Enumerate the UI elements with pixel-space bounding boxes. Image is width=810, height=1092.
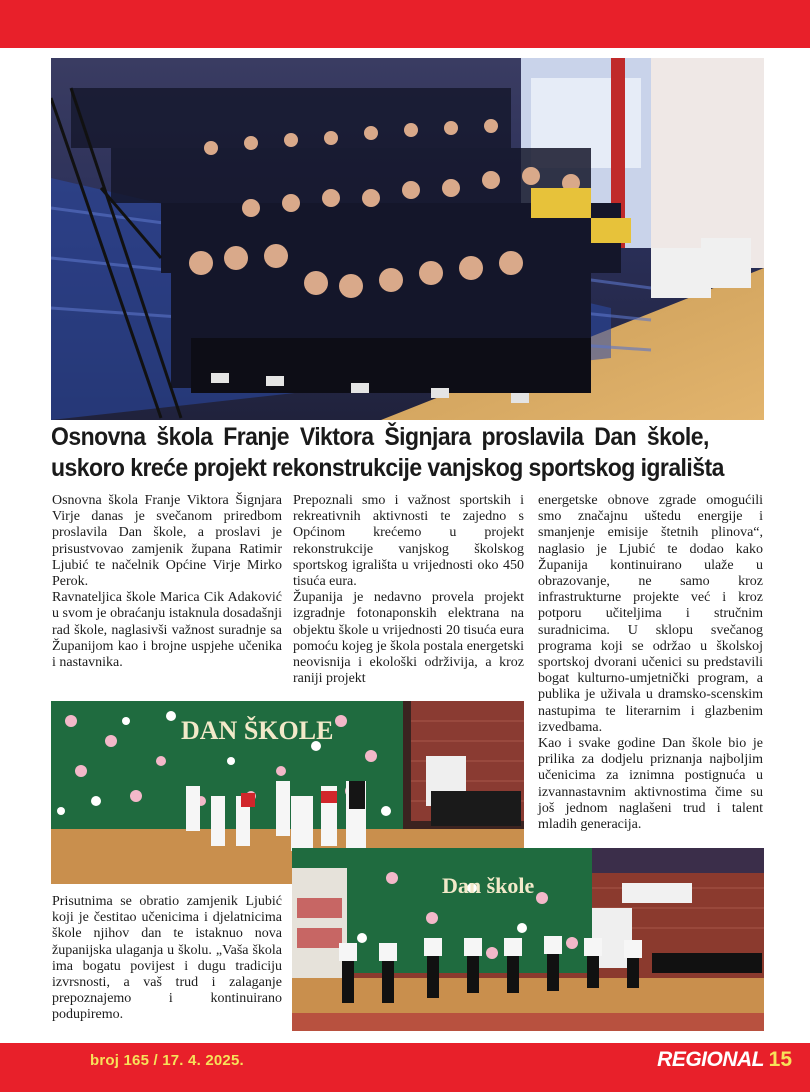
column-1-bottom-text [52, 894, 282, 1024]
photo-audience-bleachers [51, 58, 764, 420]
regional-logo: REGIONAL [657, 1048, 764, 1071]
col3-paragraph-2: Kao i svake godine Dan škole bio je prilika za dodjelu priznanja najboljim učenicima za iznimna postignuća u izvannastavnim aktivnostima čime su još jednom naglašeni trud i talent mladih generacija. [538, 736, 763, 833]
headline-line-1: Osnovna škola Franje Viktora Šignjara proslavila Dan škole, [51, 423, 709, 451]
banner-dan-skole: DAN ŠKOLE [181, 716, 334, 745]
col2-paragraph-2: Županija je nedavno provela projekt izgradnje fotonaponskih elektrana na objektu škole u vrijednosti 20 tisuća eura pomoću kojeg je škola postala energetski neovisnija i ekološki održiviја, a kroz raniji projekt [293, 590, 524, 687]
col3-paragraph-1: energetske obnove zgrade omogućili smo značajnu uštedu energije i smanjenje emisije štetnih plinova“, naglasio je Ljubić te dodao kako Županija kontinuirano ulaže u obrazovanje, ne samo kroz infrastrukturne projekte već i kroz potporu učiteljima i stručnim suradnicima. U sklopu svečanog programa koji se održao u školskoj sportskoj dvorani učenici su predstavili bogat kulturno-umjetnički program, a publika je uživala u dramsko-scenskim nastupima te literarnim i glazbenim izvedbama. [538, 493, 763, 735]
col1-paragraph-1: Osnovna škola Franje Viktora Šignjara Virje danas je svečanom priredbom proslavila Dan škole, a proslavi je prisustvovao zamjenik župana Ratimir Ljubić te načelnik Općine Virje Mirko Perok. [52, 493, 282, 590]
col1-bottom-paragraph: Prisutnima se obratio zamjenik Ljubić koji je čestitao učenicima i djelatnicima škole njihov dan te istaknuo nova županijska ulaganja u školu. „Vaša škola ima bogatu povijest i dugu tradiciju izvrsnosti, a vaš trud i zalaganje prepoznajemo i kontinuirano podupiremo. [52, 894, 282, 1023]
column-1-text [52, 493, 282, 671]
banner-dan-skole-2: Dan škole [442, 873, 535, 898]
audience-photo-illustration [51, 58, 764, 420]
col2-paragraph-1: Prepoznali smo i važnost sportskih i rekreativnih aktivnosti te zajedno s Općinom krećemo u projekt rekonstrukcije vanjskog školskog sportskog igrališta u vrijednosti oko 450 tisuća eura. [293, 493, 524, 590]
column-3-text [538, 493, 763, 833]
photo-dance-performance-hall [292, 848, 764, 1031]
top-red-bar [0, 0, 810, 48]
page-number: 15 [768, 1048, 792, 1071]
dance-hall-photo-illustration [292, 848, 764, 1031]
column-2-text [293, 493, 524, 687]
article-headline [51, 422, 724, 484]
headline-line-2: uskoro kreće projekt rekonstrukcije vanjskog sportskog igrališta [51, 454, 724, 482]
issue-info: broj 165 / 17. 4. 2025. [90, 1052, 244, 1069]
col1-paragraph-2: Ravnateljica škole Marica Cik Adaković u svom je obraćanju istaknula dosadašnji rad škole, naglasivši važnost suradnje sa Županijom kao i brojne uspjehe učenika i nastavnika. [52, 590, 282, 671]
